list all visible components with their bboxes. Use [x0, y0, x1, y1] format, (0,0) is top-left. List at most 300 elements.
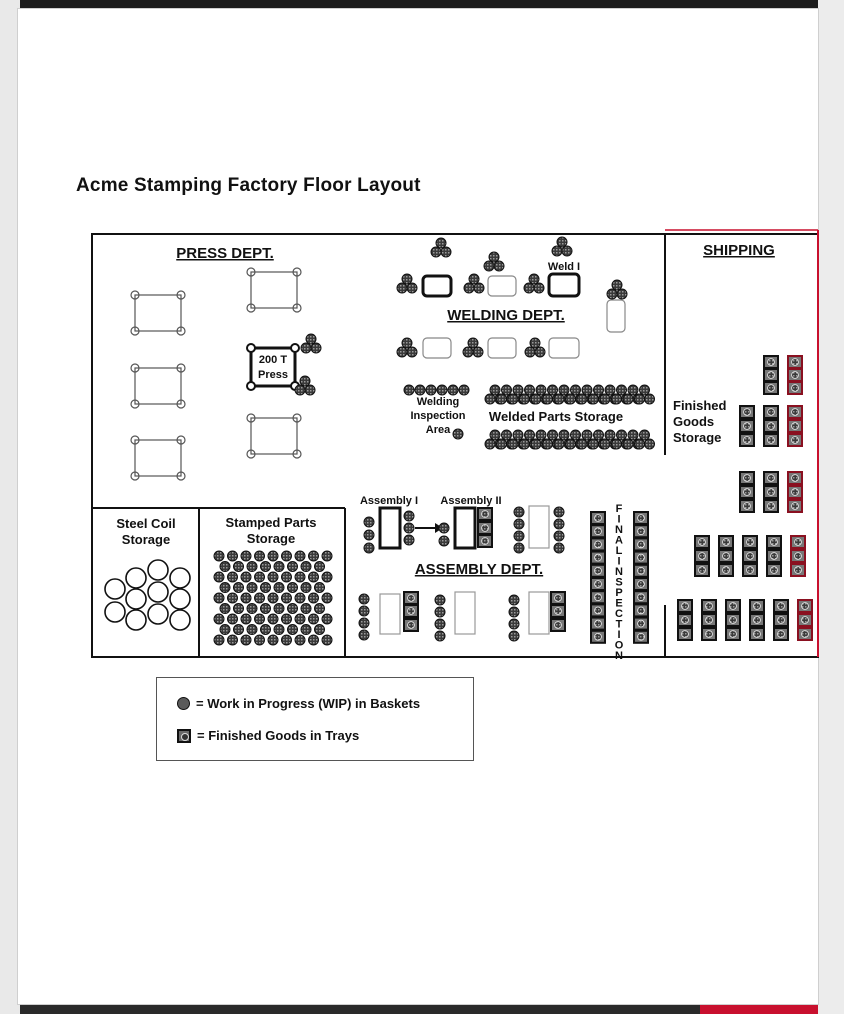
wip-basket [359, 594, 369, 604]
tray-part [730, 631, 737, 638]
wip-basket [397, 283, 407, 293]
wip-basket [426, 385, 436, 395]
wip-basket [453, 429, 463, 439]
tray-part [754, 603, 761, 610]
tray-part [595, 633, 602, 640]
wip-basket [241, 635, 251, 645]
final-inspection-letter: T [615, 618, 623, 631]
wip-basket [525, 347, 535, 357]
wip-basket [247, 604, 257, 614]
wip-basket [274, 583, 284, 593]
wip-basket [513, 430, 523, 440]
wip-basket [295, 551, 305, 561]
tray-part [792, 503, 799, 510]
wip-basket [552, 246, 562, 256]
wip-basket [617, 430, 627, 440]
steel-coils [105, 560, 190, 630]
wip-basket [220, 625, 230, 635]
finished-goods-label-2: Goods [673, 414, 715, 429]
tray-part [768, 423, 775, 430]
finished-goods-label-3: Storage [673, 430, 722, 445]
tray-part [792, 385, 799, 392]
wip-basket [268, 572, 278, 582]
wip-basket [274, 562, 284, 572]
wip-basket [485, 394, 495, 404]
wip-basket [435, 595, 445, 605]
wip-basket [514, 519, 524, 529]
tray-part [768, 503, 775, 510]
wip-basket [605, 385, 615, 395]
wip-basket [437, 385, 447, 395]
legend [156, 677, 474, 761]
tray-part [408, 595, 415, 602]
wip-basket [489, 252, 499, 262]
wip-basket [617, 289, 627, 299]
wip-basket [322, 572, 332, 582]
wip-basket [241, 572, 251, 582]
wip-basket [274, 625, 284, 635]
tray-part [595, 541, 602, 548]
welded-parts-storage-label: Welded Parts Storage [488, 409, 624, 424]
wip-basket [306, 334, 316, 344]
wip-basket [268, 614, 278, 624]
wip-basket [623, 439, 633, 449]
wip-basket [309, 572, 319, 582]
weld-station [423, 338, 451, 358]
wip-basket [548, 430, 558, 440]
tray-part [638, 607, 645, 614]
assembly-cell [455, 592, 475, 634]
tray-part [723, 553, 730, 560]
weld-station [549, 274, 579, 296]
tray-part [595, 620, 602, 627]
final-inspection-letter: O [614, 639, 624, 652]
wip-basket [228, 635, 238, 645]
wip-basket [612, 394, 622, 404]
wip-basket [635, 394, 645, 404]
wip-basket [436, 238, 446, 248]
floor-plan [73, 222, 821, 662]
wip-basket [431, 247, 441, 257]
tray-part [638, 541, 645, 548]
tray-part [555, 595, 562, 602]
wip-basket [315, 583, 325, 593]
wip-basket [562, 246, 572, 256]
wip-basket [509, 607, 519, 617]
wip-basket [534, 283, 544, 293]
wip-basket [402, 274, 412, 284]
wip-basket [566, 394, 576, 404]
wip-basket [554, 507, 564, 517]
wip-basket [531, 394, 541, 404]
legend-row-wip [177, 696, 420, 711]
steel-coil [170, 568, 190, 588]
wip-basket [554, 439, 564, 449]
tray-part [778, 617, 785, 624]
final-inspection-letter: I [617, 629, 621, 641]
wip-basket [214, 551, 224, 561]
wip-basket [282, 635, 292, 645]
tray-part [768, 475, 775, 482]
wip-basket [600, 439, 610, 449]
tray-part [482, 525, 489, 532]
tray-part [778, 603, 785, 610]
wip-basket [571, 385, 581, 395]
wip-basket [261, 625, 271, 635]
wip-basket [214, 593, 224, 603]
wip-basket [364, 517, 374, 527]
wip-basket [536, 430, 546, 440]
wip-basket [502, 385, 512, 395]
wip-basket [485, 439, 495, 449]
tray-part [802, 603, 809, 610]
wip-basket [617, 385, 627, 395]
wip-basket [288, 604, 298, 614]
wip-basket [554, 531, 564, 541]
wip-basket [255, 551, 265, 561]
wip-basket [282, 572, 292, 582]
tray-part [768, 437, 775, 444]
assembly-cell [380, 508, 400, 548]
assembly-ii-label: Assembly II [440, 495, 502, 507]
wip-basket [535, 347, 545, 357]
welding-inspection-label-3: Area [425, 424, 451, 436]
wip-basket [404, 535, 414, 545]
tray-part [723, 567, 730, 574]
tray-part [638, 620, 645, 627]
finished-goods-label: Finished [673, 398, 727, 413]
tray-part [744, 503, 751, 510]
wip-basket [502, 430, 512, 440]
page-title: Acme Stamping Factory Floor Layout [76, 175, 421, 196]
wip-basket [305, 385, 315, 395]
press-machine [131, 291, 185, 335]
tray-part [638, 581, 645, 588]
tray-part [747, 567, 754, 574]
wip-basket [282, 593, 292, 603]
wip-basket [543, 394, 553, 404]
wip-basket [404, 385, 414, 395]
final-inspection-letter: A [615, 534, 623, 547]
wip-basket [315, 625, 325, 635]
wip-basket [559, 430, 569, 440]
tray-part [768, 489, 775, 496]
wip-basket [469, 274, 479, 284]
wip-basket [612, 439, 622, 449]
wip-basket [494, 261, 504, 271]
tray-part [555, 608, 562, 615]
wip-basket [582, 385, 592, 395]
wip-basket [255, 593, 265, 603]
tray-part [744, 423, 751, 430]
tray-part [778, 631, 785, 638]
final-inspection-letter: I [617, 513, 621, 526]
wip-basket-icon [177, 697, 190, 710]
wip-basket [295, 593, 305, 603]
wip-basket [228, 593, 238, 603]
wip-basket [594, 385, 604, 395]
wip-basket [435, 619, 445, 629]
tray-part [792, 489, 799, 496]
wip-basket [220, 583, 230, 593]
legend-row-finished [177, 728, 359, 743]
press-200t-label: 200 T [258, 354, 288, 366]
wip-basket [255, 572, 265, 582]
tray-part [699, 567, 706, 574]
steel-coil [105, 579, 125, 599]
wip-basket [415, 385, 425, 395]
wip-basket [220, 562, 230, 572]
welding-dept-label: WELDING DEPT. [447, 307, 565, 324]
tray-part [699, 539, 706, 546]
tray-part [730, 603, 737, 610]
press-machine [131, 436, 185, 480]
wip-basket [288, 625, 298, 635]
wip-basket [508, 439, 518, 449]
wip-basket [301, 625, 311, 635]
wip-basket [288, 583, 298, 593]
steel-coil-label: Steel Coil [116, 516, 176, 531]
tray-part [730, 617, 737, 624]
wip-basket [623, 394, 633, 404]
welding-inspection-label-2: Inspection [410, 410, 466, 422]
tray-part [795, 553, 802, 560]
final-inspection-letter: E [615, 597, 623, 610]
tray-part [682, 617, 689, 624]
tray-part [682, 603, 689, 610]
stamped-parts-label: Stamped Parts [225, 515, 317, 530]
wip-basket [509, 631, 519, 641]
wip-basket [435, 631, 445, 641]
wip-basket [255, 635, 265, 645]
steel-coil [148, 604, 168, 624]
weld-station [549, 338, 579, 358]
tray-part [706, 617, 713, 624]
wip-basket [407, 347, 417, 357]
wip-basket [228, 614, 238, 624]
tray-part [595, 554, 602, 561]
wip-basket [255, 614, 265, 624]
tray-part [771, 553, 778, 560]
wip-basket [594, 430, 604, 440]
tray-part [744, 409, 751, 416]
legend-wip-label: = Work in Progress (WIP) in Baskets [196, 696, 421, 711]
wip-basket [441, 247, 451, 257]
tray-part [768, 385, 775, 392]
welding-inspection-label: Welding [416, 396, 460, 408]
wip-basket [536, 385, 546, 395]
tray-part [754, 617, 761, 624]
wip-basket [468, 338, 478, 348]
wip-basket [473, 347, 483, 357]
tray-part [682, 631, 689, 638]
wip-basket [448, 385, 458, 395]
wip-basket [531, 439, 541, 449]
wip-basket [589, 439, 599, 449]
wip-basket [543, 439, 553, 449]
final-inspection-letter: N [615, 566, 623, 578]
wip-basket [514, 507, 524, 517]
wip-basket [559, 385, 569, 395]
wip-basket [524, 283, 534, 293]
tray-part [595, 567, 602, 574]
wip-basket [464, 283, 474, 293]
tray-part [792, 359, 799, 366]
wip-basket [484, 261, 494, 271]
wip-basket [554, 543, 564, 553]
steel-coil [105, 602, 125, 622]
wip-basket [247, 625, 257, 635]
wip-basket [359, 618, 369, 628]
wip-basket [220, 604, 230, 614]
wip-basket [640, 430, 650, 440]
steel-coil [148, 582, 168, 602]
wip-basket [295, 385, 305, 395]
steel-coil [126, 610, 146, 630]
tray-part [706, 631, 713, 638]
wip-basket [359, 606, 369, 616]
wip-basket [234, 562, 244, 572]
wip-basket [364, 530, 374, 540]
wip-basket [234, 604, 244, 614]
wip-basket [459, 385, 469, 395]
weld-station [423, 276, 451, 296]
press-machine [247, 268, 301, 312]
tray-part [754, 631, 761, 638]
wip-basket [554, 519, 564, 529]
legend-finished-label: = Finished Goods in Trays [197, 728, 360, 743]
final-inspection-letter: I [617, 555, 621, 568]
tray-part [408, 622, 415, 629]
tray-part [792, 475, 799, 482]
wip-basket [520, 394, 530, 404]
wip-basket [509, 619, 519, 629]
wip-basket [509, 595, 519, 605]
tray-part [638, 567, 645, 574]
assembly-cell [455, 508, 475, 548]
weld-station [488, 276, 516, 296]
final-inspection-area [615, 503, 624, 662]
stamped-parts-wip [214, 551, 332, 645]
tray-part [638, 515, 645, 522]
tray-part [792, 409, 799, 416]
wip-basket [439, 523, 449, 533]
wip-basket [301, 604, 311, 614]
wip-basket [241, 551, 251, 561]
wip-basket [309, 635, 319, 645]
final-inspection-letter: N [615, 524, 623, 536]
press-200t-sublabel: Press [258, 369, 288, 381]
tray-part [744, 475, 751, 482]
wip-basket [309, 614, 319, 624]
wip-basket [322, 614, 332, 624]
wip-basket [268, 551, 278, 561]
assembly-cell [529, 592, 549, 634]
assembly-cell [529, 506, 549, 548]
wip-basket [530, 338, 540, 348]
wip-basket [268, 593, 278, 603]
wip-basket [234, 625, 244, 635]
wip-basket [582, 430, 592, 440]
wip-basket [311, 343, 321, 353]
wip-basket [282, 614, 292, 624]
wip-basket [435, 607, 445, 617]
final-inspection-letter: L [615, 545, 623, 557]
tray-part [595, 594, 602, 601]
wip-basket [557, 237, 567, 247]
tray-part [555, 622, 562, 629]
wip-basket [404, 523, 414, 533]
wip-basket [589, 394, 599, 404]
wip-basket [520, 439, 530, 449]
final-inspection-letter: C [615, 608, 623, 620]
stamped-parts-label-2: Storage [246, 531, 296, 546]
tray-part [723, 539, 730, 546]
final-inspection-letter: S [615, 576, 623, 589]
tray-part [699, 553, 706, 560]
wip-basket [247, 583, 257, 593]
tray-part [744, 437, 751, 444]
wip-basket [234, 583, 244, 593]
tray-part [595, 528, 602, 535]
tray-part [768, 359, 775, 366]
tray-part [595, 515, 602, 522]
wip-basket [548, 385, 558, 395]
tray-part [744, 489, 751, 496]
wip-basket [274, 604, 284, 614]
wip-basket [261, 604, 271, 614]
steel-coil [170, 589, 190, 609]
wip-basket [309, 551, 319, 561]
tray-part [771, 539, 778, 546]
wip-basket [261, 562, 271, 572]
wip-basket [566, 439, 576, 449]
finished-tray-icon [177, 729, 191, 743]
tray-part [595, 581, 602, 588]
steel-coil-label-2: Storage [121, 532, 171, 547]
wip-basket [364, 543, 374, 553]
wip-basket [295, 635, 305, 645]
wip-basket [463, 347, 473, 357]
steel-coil [148, 560, 168, 580]
wip-basket [322, 593, 332, 603]
wip-basket [529, 274, 539, 284]
tray-part [747, 553, 754, 560]
press-dept-label: PRESS DEPT. [176, 245, 274, 262]
wip-basket [490, 430, 500, 440]
weld-i-label: Weld I [547, 261, 581, 273]
wip-basket [214, 614, 224, 624]
wip-basket [295, 572, 305, 582]
weld-station [607, 300, 625, 332]
wip-basket [497, 439, 507, 449]
wip-basket [645, 439, 655, 449]
tray-part [802, 617, 809, 624]
wip-basket [228, 572, 238, 582]
wip-basket [628, 385, 638, 395]
wip-basket [508, 394, 518, 404]
tray-part [595, 607, 602, 614]
wip-basket [301, 583, 311, 593]
wip-basket [214, 572, 224, 582]
wip-basket [474, 283, 484, 293]
assembly-i-label: Assembly I [359, 495, 419, 507]
tray-part [771, 567, 778, 574]
assembly-dept-label: ASSEMBLY DEPT. [414, 561, 544, 578]
wip-basket [322, 551, 332, 561]
wip-basket [577, 439, 587, 449]
tray-part [792, 372, 799, 379]
